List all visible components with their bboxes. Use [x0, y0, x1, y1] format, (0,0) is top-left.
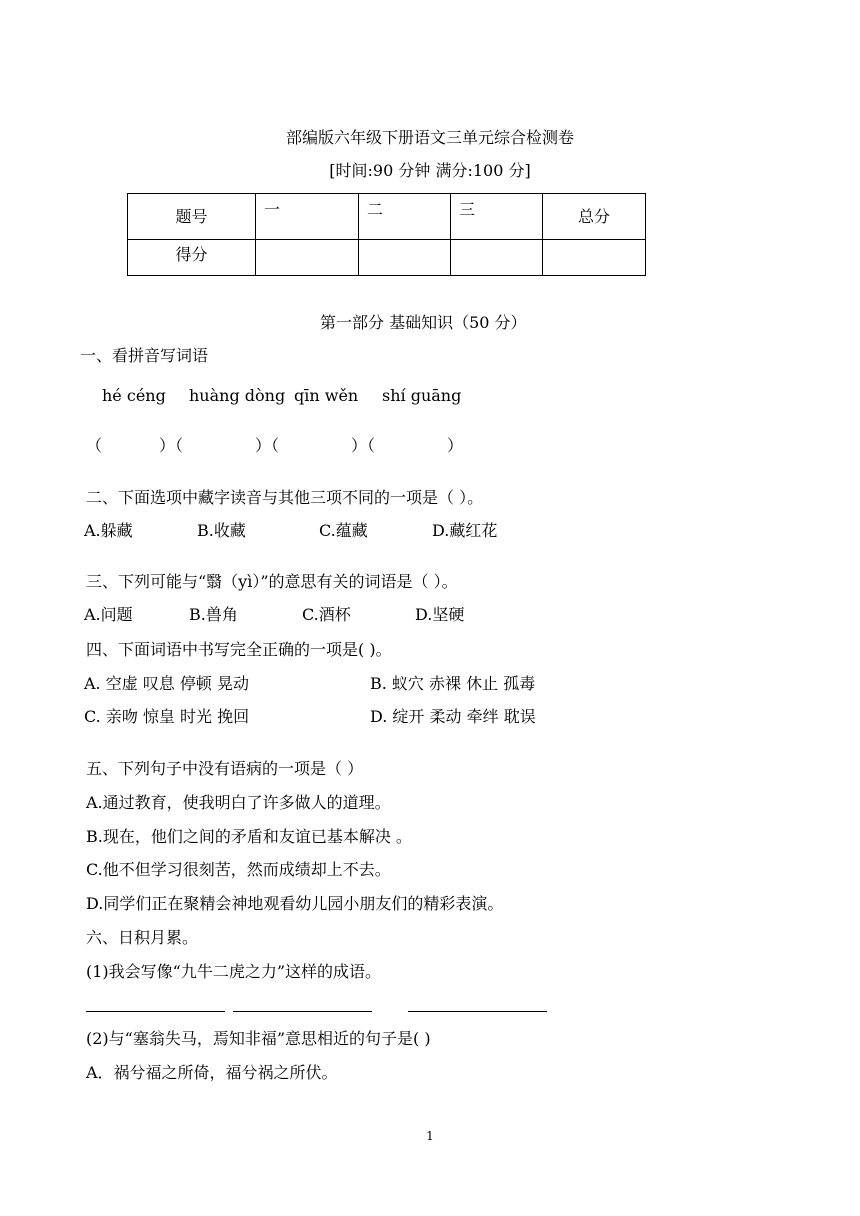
score-table-score-row: [128, 240, 646, 276]
q6-sub2: (2)与“塞翁失马，焉知非福”意思相近的句子是( ): [86, 1029, 431, 1048]
q5-option-a: A.通过教育，使我明白了许多做人的道理。: [86, 793, 391, 812]
question-3-options: [0, 605, 860, 625]
score-table: [127, 193, 646, 276]
q4-option-c: C. 亲吻 惊皇 时光 挽回: [84, 707, 250, 726]
q3-option-a: A.问题: [84, 605, 133, 624]
q2-option-b: B.收藏: [197, 521, 246, 540]
pinyin-1: hé céng: [102, 386, 166, 405]
q2-option-d: D.藏红花: [432, 521, 498, 540]
page-number: 1: [426, 1129, 434, 1143]
answer-blank-1[interactable]: [86, 1011, 225, 1012]
question-4-title: 四、下面词语中书写完全正确的一项是( )。: [86, 640, 392, 659]
q2-option-a: A.躲藏: [84, 521, 133, 540]
pinyin-4: shí guāng: [382, 386, 462, 405]
table-cell-question-no: 题号: [175, 207, 208, 226]
score-cell-2[interactable]: [359, 240, 451, 276]
pinyin-3: qīn wěn: [294, 386, 359, 405]
q5-option-c: C.他不但学习很刻苦，然而成绩却上不去。: [86, 860, 391, 879]
pinyin-2: huàng dòng: [189, 386, 286, 405]
table-cell-total: 总分: [577, 207, 610, 226]
q3-option-d: D.坚硬: [415, 605, 465, 624]
q6-sub1: (1)我会写像“九牛二虎之力”这样的成语。: [86, 962, 382, 981]
part1-title: 第一部分 基础知识（50 分）: [320, 313, 527, 332]
bracket-close-4: ）: [447, 436, 464, 455]
table-cell-section-3: 三: [459, 200, 476, 219]
exam-time-score: [时间:90 分钟 满分:100 分]: [329, 161, 531, 180]
score-table-header-row: [128, 194, 646, 240]
bracket-mid-3: ）（: [351, 436, 376, 455]
q6-sub2-option-a: A．祸兮福之所倚，福兮祸之所伏。: [86, 1063, 338, 1082]
table-cell-section-2: 二: [367, 200, 384, 219]
answer-brackets-row: [0, 436, 860, 456]
table-cell-score-label: 得分: [175, 245, 208, 264]
question-6-title: 六、日积月累。: [86, 928, 199, 947]
q4-option-a: A. 空虚 叹息 停顿 晃动: [84, 674, 249, 693]
bracket-mid-1: ）（: [159, 436, 184, 455]
score-cell-3[interactable]: [451, 240, 543, 276]
answer-blank-3[interactable]: [408, 1011, 547, 1012]
page-title: 部编版六年级下册语文三单元综合检测卷: [285, 128, 574, 147]
bracket-open-1: （: [86, 436, 103, 455]
q3-option-b: B.兽角: [189, 605, 238, 624]
q3-option-c: C.酒杯: [302, 605, 351, 624]
question-2-title: 二、下面选项中藏字读音与其他三项不同的一项是（ ）。: [86, 488, 484, 507]
question-2-options: [0, 521, 860, 541]
question-1-title: 一、看拼音写词语: [80, 346, 209, 365]
answer-blank-2[interactable]: [233, 1011, 372, 1012]
pinyin-row: [0, 386, 860, 406]
score-cell-total[interactable]: [543, 240, 646, 276]
question-3-title: 三、下列可能与“翳（yì）”的意思有关的词语是（ ）。: [86, 572, 458, 591]
q5-option-d: D.同学们正在聚精会神地观看幼儿园小朋友们的精彩表演。: [86, 894, 504, 913]
score-cell-1[interactable]: [256, 240, 359, 276]
bracket-mid-2: ）（: [255, 436, 280, 455]
table-cell-section-1: 一: [264, 200, 281, 219]
q2-option-c: C.蕴藏: [319, 521, 368, 540]
q4-option-b: B. 蚁穴 赤裸 休止 孤毒: [370, 674, 536, 693]
question-5-title: 五、下列句子中没有语病的一项是（ ）: [86, 759, 364, 778]
q5-option-b: B.现在，他们之间的矛盾和友谊已基本解决 。: [86, 827, 412, 846]
q4-option-d: D. 绽开 柔动 牵绊 耽误: [370, 707, 536, 726]
